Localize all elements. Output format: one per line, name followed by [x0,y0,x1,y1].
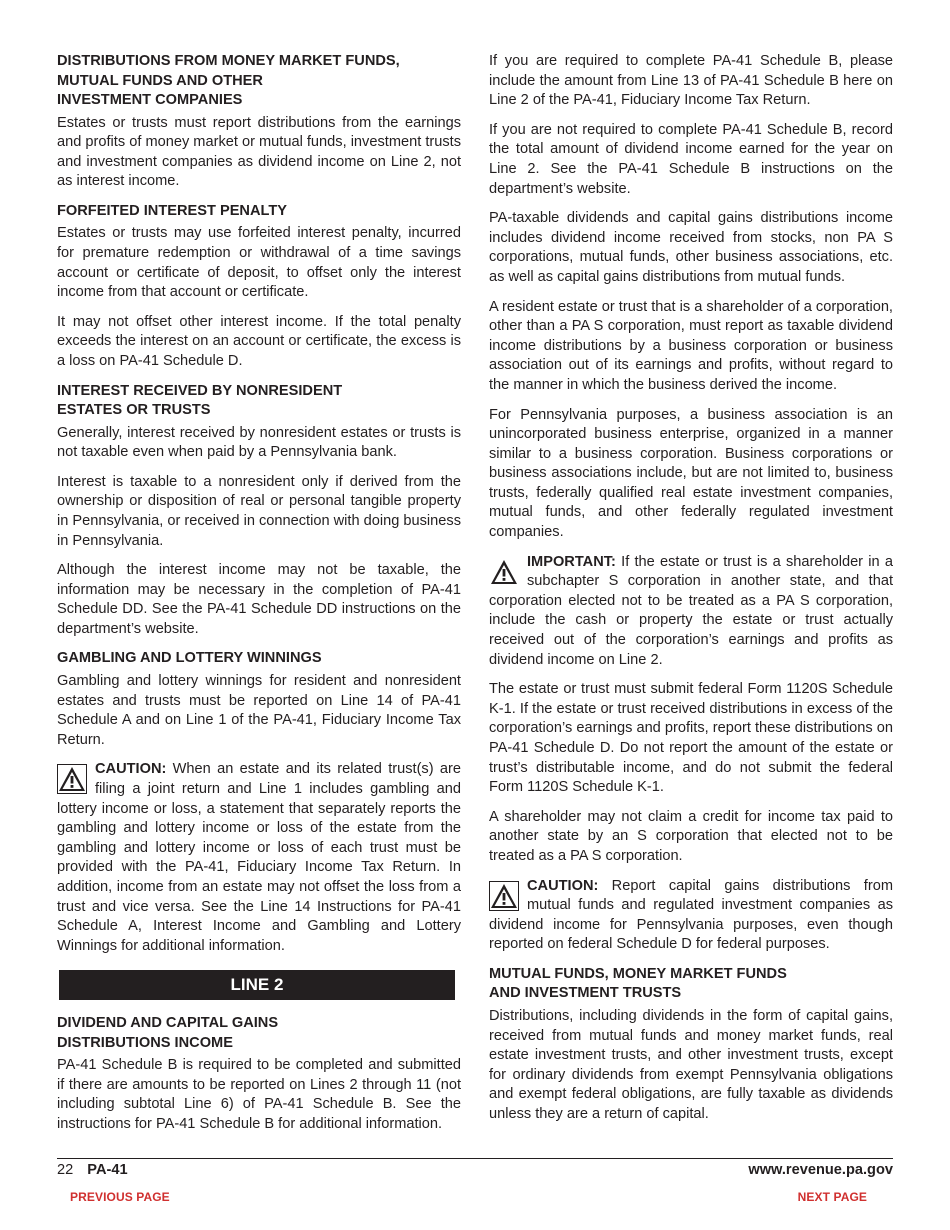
caution-note: CAUTION: Report capital gains distributions from mutual funds and regulated investment companies as dividend income for Pennsylvania purposes, even though reported on federal Schedule D for federal purposes. [489,877,893,953]
warning-triangle-icon [57,764,87,794]
important-label: IMPORTANT: [527,553,616,570]
paragraph: The estate or trust must submit federal Form 1120S Schedule K-1. If the estate or trust received distributions in excess of the corporation’s earnings and profits, report these distributions on PA-41 Schedule D. Do not report the amount of the estate or trust’s distributable income, and do not submit the federal Form 1120S Schedule K-1. [489,681,893,796]
paragraph: Distributions, including dividends in the form of capital gains, received from mutual funds and money market funds, real estate investment trusts, and other investment trusts, except for ordinary dividends from exempt Pennsylvania obligations and exempt federal obligations, are fully taxable as dividends unless they are a return of capital. [489,1007,893,1122]
paragraph: PA-41 Schedule B is required to be completed and submitted if there are amounts to be reported on Lines 2 through 11 (not including subtotal Line 6) of PA-41 Schedule B. See the instructions for PA-41 Schedule B for additional information. [57,1057,461,1133]
footer-divider [57,1158,893,1159]
form-name: PA-41 [87,1162,128,1178]
warning-triangle-icon [489,557,519,587]
section-heading-money-market: DISTRIBUTIONS FROM MONEY MARKET FUNDS, MUTUAL FUNDS AND OTHER INVESTMENT COMPANIES [57,53,400,108]
paragraph: A shareholder may not claim a credit for income tax paid to another state by an S corporation that elected not to be treated as a PA S corporation. [489,808,893,864]
section-heading-nonresident-interest: INTEREST RECEIVED BY NONRESIDENT ESTATES OR TRUSTS [57,382,343,419]
next-page-link[interactable]: NEXT PAGE [797,1190,867,1204]
paragraph: Interest is taxable to a nonresident only if derived from the ownership or disposition of real or personal tangible property in Pennsylvania, or received in connection with doing business in Pennsylvania. [57,473,462,549]
section-heading-forfeited-interest: FORFEITED INTEREST PENALTY [57,202,287,219]
section-heading-mutual-funds: MUTUAL FUNDS, MONEY MARKET FUNDS AND INVESTMENT TRUSTS [489,965,787,1002]
caution-label: CAUTION: [95,761,167,778]
left-column [57,52,461,1145]
caution-note: CAUTION: When an estate and its related trust(s) are filing a joint return and Line 1 includes gambling and lottery income or loss, a statement that separately reports the gambling and lottery income or loss of the estate from the gambling and lottery income or loss of each trust must be provided with the PA-41, Fiduciary Income Tax Return. In addition, income from an estate may not offset the loss from a trust and vice versa. See the Line 14 Instructions for PA-41 Schedule A, Interest Income and Gambling and Lottery Winnings for additional information. [57,761,461,954]
line-2-banner: LINE 2 [59,970,455,1000]
footer-page-info [57,1162,128,1178]
previous-page-link[interactable]: PREVIOUS PAGE [70,1190,170,1204]
paragraph: Estates or trusts must report distributions from the earnings and profits of money market or mutual funds, investment trusts and investment companies as dividend income on Line 2, not as interest income. [57,114,461,190]
paragraph: It may not offset other interest income. If the total penalty exceeds the interest on an account or certificate, the excess is a loss on PA-41 Schedule D. [57,313,461,369]
paragraph: Gambling and lottery winnings for resident and nonresident estates and trusts must be reported on Line 14 of PA-41 Schedule A and on Line 1 of the PA-41, Fiduciary Income Tax Return. [57,672,461,748]
website-url[interactable]: www.revenue.pa.gov [748,1162,893,1178]
section-heading-gambling: GAMBLING AND LOTTERY WINNINGS [57,650,322,667]
paragraph: Estates or trusts may use forfeited interest penalty, incurred for premature redemption or withdrawal of a time savings account or certificate of deposit, to offset only the interest income from that account or certificate. [57,225,461,301]
page-number: 22 [57,1162,74,1178]
important-note: IMPORTANT: If the estate or trust is a shareholder in a subchapter S corporation in another state, and that corporation elected not to be treated as a PA S corporation, include the cash or property the estate or trust actually received out of the corporation’s earnings and profits as dividend income on Line 2. [489,553,893,668]
paragraph: A resident estate or trust that is a shareholder of a corporation, other than a PA S corporation, must report as taxable dividend income distributions by a business corporation or business association out of its earnings and profits, without regard to the manner in which the business derived the income. [489,298,893,393]
right-column [489,52,893,1135]
paragraph: PA-taxable dividends and capital gains distributions income includes dividend income received from stocks, non PA S corporations, mutual funds, other business associations, etc. as well as capital gains distributions from mutual funds. [489,210,893,285]
caution-label: CAUTION: [527,877,599,894]
paragraph: Although the interest income may not be taxable, the information may be necessary in the completion of PA-41 Schedule DD. See the PA-41 Schedule DD instructions on the department’s website. [57,562,461,637]
paragraph: For Pennsylvania purposes, a business association is an unincorporated business enterprise, organized in a manner similar to a business corporation. Business corporations or business associations include, but are not limited to, business trusts, federally qualified real estate investment companies, mutual funds, and other federally regulated investment companies. [489,406,893,541]
paragraph: If you are required to complete PA-41 Schedule B, please include the amount from Line 13 of PA-41 Schedule B here on Line 2 of the PA-41, Fiduciary Income Tax Return. [489,53,893,109]
paragraph: If you are not required to complete PA-41 Schedule B, record the total amount of dividend income earned for the year on Line 2. See the PA-41 Schedule B instructions on the department’s website. [489,121,893,197]
warning-triangle-icon [489,881,519,911]
section-heading-dividend: DIVIDEND AND CAPITAL GAINS DISTRIBUTIONS INCOME [57,1015,279,1051]
paragraph: Generally, interest received by nonresident estates or trusts is not taxable even when paid by a Pennsylvania bank. [57,424,461,461]
